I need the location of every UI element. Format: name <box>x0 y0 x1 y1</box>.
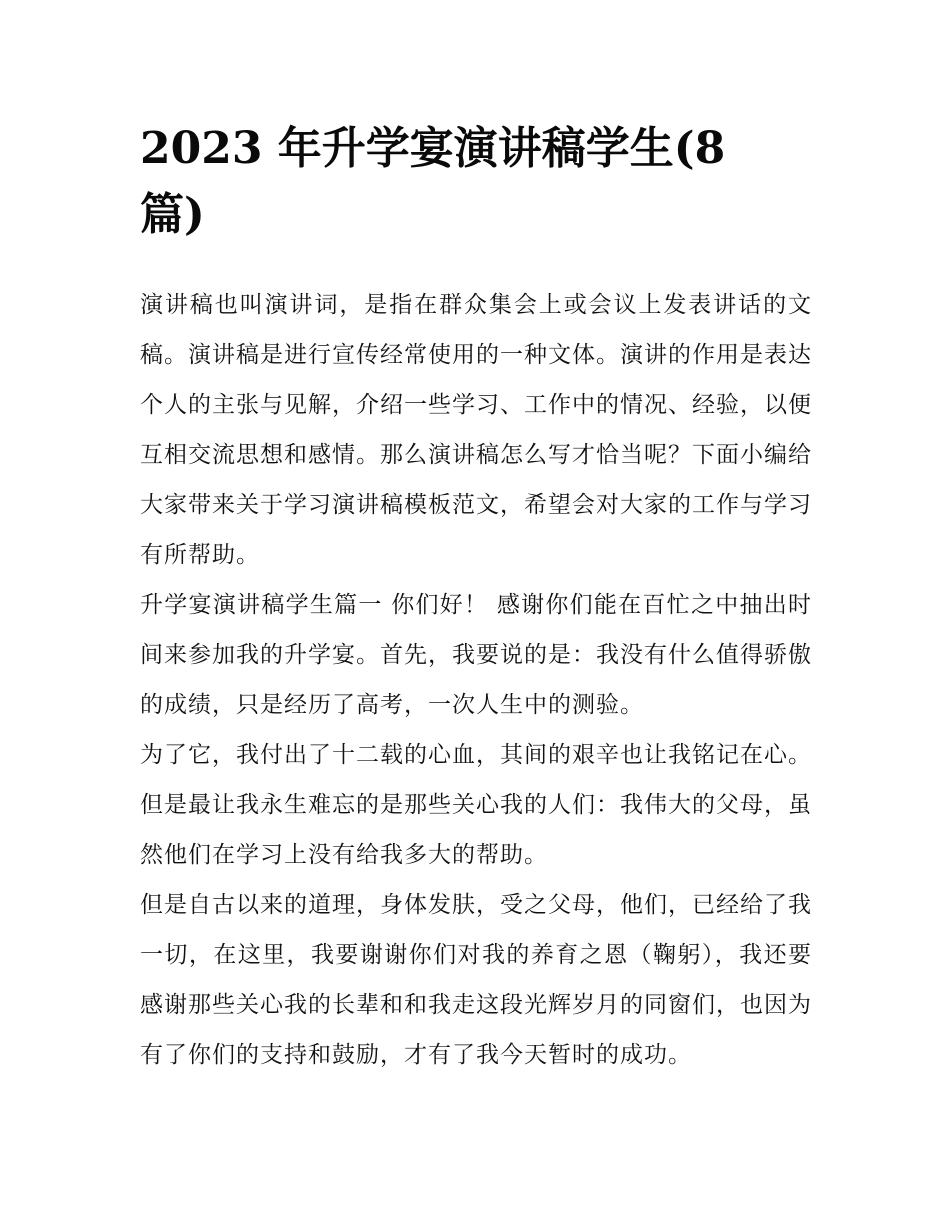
document-body <box>140 280 812 1080</box>
document-title: 2023 年升学宴演讲稿学生(8 篇) <box>140 123 726 240</box>
paragraph-gratitude: 但是自古以来的道理，身体发肤，受之父母，他们，已经给了我一切，在这里，我要谢谢你们对我的养育之恩（鞠躬），我还要感谢那些关心我的长辈和和我走这段光辉岁月的同窗们，也因为有了你们的支持和鼓励，才有了我今天暂时的成功。 <box>140 892 812 1068</box>
paragraph-parents: 为了它，我付出了十二载的心血，其间的艰辛也让我铭记在心。但是最让我永生难忘的是那些关心我的人们：我伟大的父母，虽然他们在学习上没有给我多大的帮助。 <box>140 742 812 868</box>
paragraph-speech-opening: 升学宴演讲稿学生篇一 你们好！ 感谢你们能在百忙之中抽出时间来参加我的升学宴。首先，我要说的是：我没有什么值得骄傲的成绩，只是经历了高考，一次人生中的测验。 <box>140 592 812 718</box>
paragraph-intro: 演讲稿也叫演讲词，是指在群众集会上或会议上发表讲话的文稿。演讲稿是进行宣传经常使用的一种文体。演讲的作用是表达个人的主张与见解，介绍一些学习、工作中的情况、经验，以便互相交流思想和感情。那么演讲稿怎么写才恰当呢？下面小编给大家带来关于学习演讲稿模板范文，希望会对大家的工作与学习有所帮助。 <box>140 292 812 568</box>
